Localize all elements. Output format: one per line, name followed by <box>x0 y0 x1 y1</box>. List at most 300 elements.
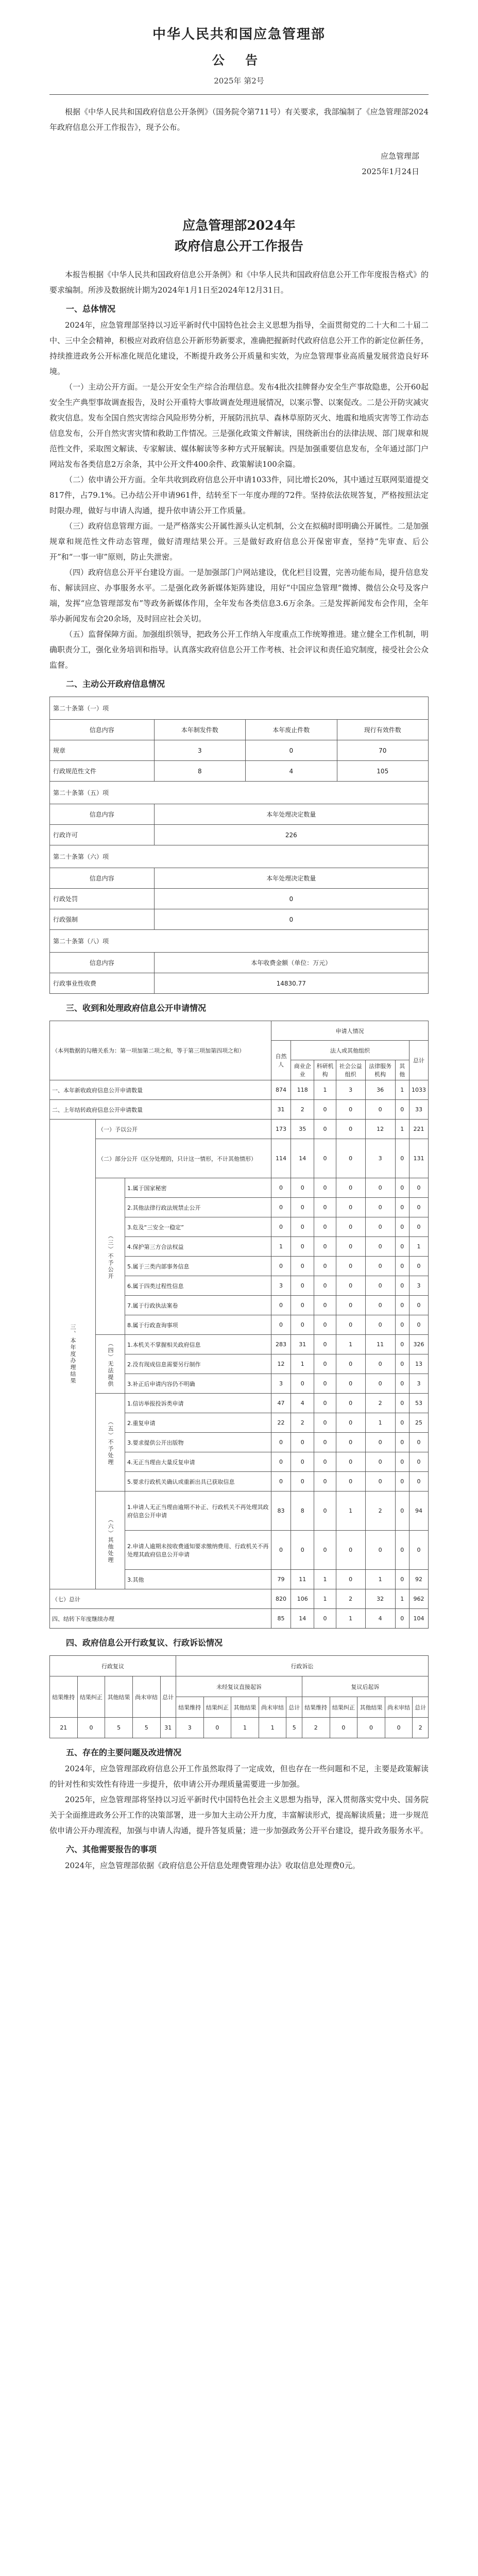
table-cell: 0 <box>395 1237 409 1257</box>
table-cell: 14830.77 <box>154 973 428 994</box>
section-heading: 六、其他需要报告的事项 <box>66 1844 157 1854</box>
table-cell: 114 <box>271 1139 291 1178</box>
table-cell: 0 <box>395 1354 409 1374</box>
table-row-label: （一）予以公开 <box>96 1120 271 1139</box>
table-cell: 0 <box>314 1315 336 1335</box>
table-cell: 0 <box>314 1296 336 1315</box>
table-row <box>50 909 429 930</box>
table-cell: 0 <box>336 1374 365 1394</box>
report-title-line2: 政府信息公开工作报告 <box>174 239 303 253</box>
table-cell: 行政事业性收费 <box>50 973 155 994</box>
table-cell: 14 <box>291 1139 314 1178</box>
table-header-cell: 信息内容 <box>50 868 155 889</box>
table-cell: 1 <box>395 1120 409 1139</box>
table-header-cell: 本年废止件数 <box>246 720 337 740</box>
table-cell: 0 <box>271 1315 291 1335</box>
table-cell: 0 <box>154 889 428 909</box>
table-cell: 1 <box>395 1589 409 1609</box>
table-cell: 0 <box>336 1217 365 1237</box>
table-cell: 0 <box>395 1178 409 1198</box>
table-cell: 0 <box>336 1354 365 1374</box>
table-cell: 0 <box>395 1472 409 1492</box>
table-cell: 0 <box>365 1472 395 1492</box>
table-header-cell: 未经复议直接起诉 <box>176 1676 302 1697</box>
table-cell: 0 <box>77 1718 105 1738</box>
table-cell: 0 <box>336 1139 365 1178</box>
table-row <box>50 1139 429 1178</box>
table-cell: 1 <box>395 1080 409 1100</box>
table-header-cell: 总计 <box>409 1041 428 1080</box>
table-row <box>50 740 429 761</box>
table-cell: 0 <box>336 1570 365 1589</box>
table-cell: 0 <box>336 1413 365 1433</box>
table-header-cell: 总计 <box>413 1697 429 1718</box>
table-cell: 53 <box>409 1394 428 1413</box>
table-cell: 105 <box>337 761 429 782</box>
table-row-label: 3.其他 <box>125 1570 271 1589</box>
table-cell: 0 <box>336 1452 365 1472</box>
table-cell: 1 <box>314 1570 336 1589</box>
table-cell: 4 <box>246 761 337 782</box>
table-cell: 0 <box>314 1472 336 1492</box>
table-cell: 85 <box>271 1609 291 1629</box>
table-cell: 131 <box>409 1139 428 1178</box>
table-cell: 0 <box>291 1217 314 1237</box>
table-cell: 1 <box>336 1609 365 1629</box>
table-row-label: 7.属于行政执法案卷 <box>125 1296 271 1315</box>
table-header-cell: 结果纠正 <box>203 1697 231 1718</box>
table-cell: 0 <box>395 1492 409 1531</box>
table-row-label: 一、本年新收政府信息公开申请数量 <box>50 1080 271 1100</box>
table-header-cell: 其他结果 <box>231 1697 259 1718</box>
notice-date: 2025年1月24日 <box>362 167 419 176</box>
table-cell: 1033 <box>409 1080 428 1100</box>
table-row <box>50 1335 429 1354</box>
table-header-cell: 信息内容 <box>50 953 155 973</box>
table-cell: 0 <box>336 1315 365 1335</box>
table-cell: 0 <box>395 1139 409 1178</box>
table-cell: 0 <box>314 1413 336 1433</box>
table-cell: 0 <box>365 1198 395 1217</box>
table-cell: 94 <box>409 1492 428 1531</box>
table-cell: 820 <box>271 1589 291 1609</box>
section-heading: 一、总体情况 <box>66 304 116 314</box>
table-header-cell: 本年处理决定数量 <box>154 868 428 889</box>
table-group-header: 行政诉讼 <box>176 1656 428 1676</box>
table-cell: 行政强制 <box>50 909 155 930</box>
table-cell: 0 <box>365 1452 395 1472</box>
section-heading: 三、收到和处理政府信息公开申请情况 <box>66 1003 207 1013</box>
table-section-header: 第二十条第（六）项 <box>50 845 429 868</box>
table-cell: 1 <box>365 1570 395 1589</box>
table-header-cell: 总计 <box>286 1697 302 1718</box>
table-cell: 0 <box>291 1374 314 1394</box>
table-cell: 2 <box>413 1718 429 1738</box>
table-cell: 962 <box>409 1589 428 1609</box>
notice-number: 2025年 第2号 <box>214 76 264 86</box>
table-row-label: 3.要求提供公开出版物 <box>125 1433 271 1452</box>
table-cell: 0 <box>314 1120 336 1139</box>
table-cell: 12 <box>365 1120 395 1139</box>
table-header-cell: 其他结果 <box>357 1697 385 1718</box>
table-cell: 0 <box>314 1198 336 1217</box>
table-header-cell: 本年收费金额（单位：万元） <box>154 953 428 973</box>
table-cell: 36 <box>365 1080 395 1100</box>
table-row-label: 4.保护第三方合法权益 <box>125 1237 271 1257</box>
table-cell: 283 <box>271 1335 291 1354</box>
table-cell: 33 <box>409 1100 428 1120</box>
table-cell: 0 <box>291 1531 314 1570</box>
table-header-cell: 信息内容 <box>50 804 155 825</box>
table-cell: 0 <box>395 1276 409 1296</box>
table-cell: 0 <box>336 1531 365 1570</box>
table-row-label: 2.没有现成信息需要另行制作 <box>125 1354 271 1374</box>
table-cell: 0 <box>365 1217 395 1237</box>
table-cell: 118 <box>291 1080 314 1100</box>
section-paragraph: 2024年，应急管理部坚持以习近平新时代中国特色社会主义思想为指导，全面贯彻党的二十大和二十届二中、三中全会精神，积极应对政府信息公开新形势新要求，准确把握新时代政府信息公开工作的新定位新任务，持续推进政务公开标准化规范化建设，不断提升政务公开质量和实效，为应急管理事业高质量发展营造良好环境。 <box>49 320 429 376</box>
table-cell: 1 <box>271 1237 291 1257</box>
table-cell: 1 <box>259 1718 286 1738</box>
table-cell: 0 <box>330 1718 357 1738</box>
table-row-label: 3.补正后申请内容仍不明确 <box>125 1374 271 1394</box>
notice-subtitle: 公 告 <box>212 53 266 67</box>
table-cell: 0 <box>395 1531 409 1570</box>
table-header-cell: 结果纠正 <box>330 1697 357 1718</box>
table-cell: 2 <box>291 1100 314 1120</box>
table-cell: 31 <box>160 1718 176 1738</box>
table-cell: 3 <box>154 740 245 761</box>
table-cell: 0 <box>395 1374 409 1394</box>
table-group-header: 行政复议 <box>50 1656 176 1676</box>
table-group-header: 申请人情况 <box>271 1021 428 1041</box>
table-cell: 0 <box>314 1335 336 1354</box>
table-cell: 106 <box>291 1589 314 1609</box>
table-cell: 0 <box>314 1354 336 1374</box>
table-cell: 0 <box>314 1139 336 1178</box>
table-section-header: 第二十条第（八）项 <box>50 930 429 953</box>
table-cell: 8 <box>291 1492 314 1531</box>
table-row-label: 4.无正当理由大量反复申请 <box>125 1452 271 1472</box>
table-cell: 0 <box>314 1433 336 1452</box>
table-cell: 1 <box>336 1492 365 1531</box>
table-cell: 2 <box>365 1394 395 1413</box>
table-cell: 0 <box>314 1257 336 1276</box>
table-cell: 25 <box>409 1413 428 1433</box>
table-cell: 0 <box>271 1472 291 1492</box>
table-cell: 0 <box>409 1217 428 1237</box>
table-cell: 3 <box>409 1374 428 1394</box>
table-cell: 0 <box>365 1257 395 1276</box>
table-cell: 0 <box>365 1178 395 1198</box>
table-cell: 0 <box>291 1198 314 1217</box>
table-row <box>50 1492 429 1531</box>
table-header-cell: 社会公益组织 <box>336 1060 365 1080</box>
table-row-label: 1.属于国家秘密 <box>125 1178 271 1198</box>
table-row <box>50 825 429 845</box>
table-side-label: 三、本年度办理结果 <box>50 1120 96 1589</box>
table-cell: 0 <box>395 1296 409 1315</box>
table-header-cell: 法律服务机构 <box>365 1060 395 1080</box>
table-row <box>50 973 429 994</box>
table-cell: 0 <box>271 1198 291 1217</box>
table-cell: 104 <box>409 1609 428 1629</box>
table-cell: 0 <box>395 1452 409 1472</box>
table-cell: 70 <box>337 740 429 761</box>
table-cell: 874 <box>271 1080 291 1100</box>
table-row-label: 1.申请人无正当理由逾期不补正、行政机关不再处理其政府信息公开申请 <box>125 1492 271 1531</box>
divider <box>49 94 429 95</box>
table-cell: 0 <box>271 1178 291 1198</box>
table-cell: 0 <box>336 1433 365 1452</box>
table-header-cell: 自然人 <box>271 1041 291 1080</box>
table-row <box>50 1718 429 1738</box>
table-section-header: 第二十条第（五）项 <box>50 782 429 804</box>
table-header-cell: 尚未审结 <box>259 1697 286 1718</box>
table-cell: 0 <box>271 1296 291 1315</box>
table-cell: 4 <box>291 1394 314 1413</box>
table-cell: 0 <box>291 1178 314 1198</box>
table-header-cell: 法人或其他组织 <box>291 1041 409 1060</box>
table-cell: 0 <box>409 1178 428 1198</box>
table-row-label: 5.要求行政机关确认或重新出具已获取信息 <box>125 1472 271 1492</box>
table-cell: 0 <box>246 740 337 761</box>
table-header-cell: 总计 <box>160 1676 176 1718</box>
table-side-label: （四）无法提供 <box>96 1335 125 1394</box>
table-cell: 0 <box>409 1472 428 1492</box>
table-cell: 0 <box>291 1257 314 1276</box>
table-header-cell: 结果纠正 <box>77 1676 105 1718</box>
table-cell: 0 <box>365 1433 395 1452</box>
table-section-header: 第二十条第（一）项 <box>50 697 429 720</box>
notice-body: 根据《中华人民共和国政府信息公开条例》（国务院令第711号）有关要求，我部编制了《应急管理部2024年政府信息公开工作报告》，现予公布。 <box>49 107 429 132</box>
table-cell: 0 <box>395 1609 409 1629</box>
table-cell: 0 <box>409 1257 428 1276</box>
active-disclosure-table <box>49 697 429 994</box>
table-row-label: 1.信访举报投诉类申请 <box>125 1394 271 1413</box>
table-row-label: 3.危及“三安全一稳定” <box>125 1217 271 1237</box>
application-table <box>49 1021 429 1629</box>
table-cell: 0 <box>336 1394 365 1413</box>
table-cell: 规章 <box>50 740 155 761</box>
table-cell: 0 <box>336 1178 365 1198</box>
table-cell: 173 <box>271 1120 291 1139</box>
table-side-label: （五）不予处理 <box>96 1394 125 1492</box>
table-cell: 0 <box>336 1100 365 1120</box>
table-side-label: （三）不予公开 <box>96 1178 125 1335</box>
table-cell: 3 <box>176 1718 203 1738</box>
section-paragraph: （二）依申请公开方面。全年共收到政府信息公开申请1033件，同比增长20%，其中通过互联网渠道提交817件，占79.1%。已办结公开申请961件，结转至下一年度办理的72件。坚持依法依规答复，严格按照法定时限办理，做好与申请人沟通，提升依申请公开工作质量。 <box>49 475 429 515</box>
table-row-label: 二、上年结转政府信息公开申请数量 <box>50 1100 271 1120</box>
section-paragraph: 2025年，应急管理部将坚持以习近平新时代中国特色社会主义思想为指导，深入贯彻落实党中央、国务院关于全面推进政务公开工作的决策部署，进一步加大主动公开力度，丰富解读形式，提高解读质量；进一步规范依申请公开办理流程，加强与申请人沟通，提升答复质量；进一步加强政务公开平台建设，提升政务服务水平。 <box>49 1795 429 1835</box>
table-cell: 32 <box>365 1589 395 1609</box>
table-cell: 0 <box>314 1394 336 1413</box>
table-row-label: 6.属于四类过程性信息 <box>125 1276 271 1296</box>
table-cell: 0 <box>314 1492 336 1531</box>
table-cell: 0 <box>395 1570 409 1589</box>
table-cell: 0 <box>314 1100 336 1120</box>
table-cell: 0 <box>314 1217 336 1237</box>
table-cell: 83 <box>271 1492 291 1531</box>
table-cell: 0 <box>154 909 428 930</box>
table-cell: 22 <box>271 1413 291 1433</box>
table-cell: 0 <box>395 1100 409 1120</box>
table-cell: 0 <box>365 1531 395 1570</box>
section-paragraph: 2024年，应急管理部依据《政府信息公开信息处理费管理办法》收取信息处理费0元。 <box>65 1861 360 1870</box>
table-cell: 0 <box>395 1257 409 1276</box>
table-cell: 2 <box>291 1413 314 1433</box>
table-row <box>50 1100 429 1120</box>
table-cell: 0 <box>336 1296 365 1315</box>
table-cell: 3 <box>336 1080 365 1100</box>
table-row <box>50 1178 429 1198</box>
table-cell: 35 <box>291 1120 314 1139</box>
table-cell: 0 <box>336 1198 365 1217</box>
table-cell: 0 <box>365 1276 395 1296</box>
table-cell: 行政处罚 <box>50 889 155 909</box>
table-cell: 0 <box>365 1374 395 1394</box>
section-heading: 五、存在的主要问题及改进情况 <box>66 1748 182 1757</box>
table-cell: 0 <box>395 1217 409 1237</box>
table-cell: 0 <box>314 1237 336 1257</box>
table-header-cell: 科研机构 <box>314 1060 336 1080</box>
table-cell: 行政规范性文件 <box>50 761 155 782</box>
table-cell: 0 <box>409 1531 428 1570</box>
table-cell: 3 <box>365 1139 395 1178</box>
table-cell: 4 <box>365 1609 395 1629</box>
table-cell: 0 <box>336 1237 365 1257</box>
table-cell: 31 <box>291 1335 314 1354</box>
table-cell: 0 <box>271 1433 291 1452</box>
table-cell: 1 <box>314 1080 336 1100</box>
table-cell: 0 <box>365 1296 395 1315</box>
table-cell: 92 <box>409 1570 428 1589</box>
table-cell: 0 <box>314 1178 336 1198</box>
notice-signature <box>49 148 429 179</box>
table-cell: 1 <box>336 1335 365 1354</box>
section-paragraph: （一）主动公开方面。一是公开安全生产综合治理信息。发布4批次挂牌督办安全生产事故隐患，公开60起安全生产典型事故调查报告，及时公开重特大事故调查处理进展情况，以案示警、以案促改。二是公开防灾减灾救灾信息。发布全国自然灾害综合风险形势分析，开展防汛抗旱、森林草原防灭火、地震和地质灾害等工作动态信息发布，公开自然灾害灾情和救助工作情况。三是强化政策文件解读，围绕新出台的法律法规、部门规章和规范性文件，采取图文解读、专家解读、媒体解读等多种方式开展解读。四是加强重要信息发布，全年通过部门户网站发布各类信息2万余条，其中公开文件400余件、政策解读100余篇。 <box>49 382 429 469</box>
table-cell: 0 <box>395 1315 409 1335</box>
table-cell: 0 <box>314 1374 336 1394</box>
table-cell: 0 <box>409 1198 428 1217</box>
table-header-cell: 尚未审结 <box>385 1697 413 1718</box>
notice-title: 中华人民共和国应急管理部 <box>152 27 326 42</box>
table-row-label: （二）部分公开（区分处理的，只计这一情形，不计其他情形） <box>96 1139 271 1178</box>
table-cell: 1 <box>231 1718 259 1738</box>
report-title <box>49 215 429 257</box>
table-cell: 13 <box>409 1354 428 1374</box>
table-row <box>50 1589 429 1609</box>
table-cell: 0 <box>314 1609 336 1629</box>
table-cell: 行政许可 <box>50 825 155 845</box>
table-cell: 0 <box>336 1257 365 1276</box>
table-row-label: 四、结转下年度继续办理 <box>50 1609 271 1629</box>
table-header-cell: 商业企业 <box>291 1060 314 1080</box>
table-cell: 31 <box>271 1100 291 1120</box>
table-header-cell: 结果维持 <box>302 1697 330 1718</box>
table-cell: 0 <box>409 1296 428 1315</box>
table-cell: 221 <box>409 1120 428 1139</box>
table-cell: 0 <box>357 1718 385 1738</box>
section-paragraph: 2024年，应急管理部政府信息公开工作虽然取得了一定成效，但也存在一些问题和不足，主要是政策解读的针对性和实效性有待进一步提升，依申请公开办理质量需要进一步加强。 <box>49 1764 429 1789</box>
review-litigation-table <box>49 1655 429 1738</box>
table-header-cell: 现行有效件数 <box>337 720 429 740</box>
table-cell: 0 <box>291 1472 314 1492</box>
section-paragraph: （五）监督保障方面。加强组织领导，把政务公开工作纳入年度重点工作统筹推进。建立健全工作机制，明确职责分工，强化业务培训和指导。认真落实政府信息公开工作考核、社会评议和责任追究制度，接受社会公众监督。 <box>49 630 429 670</box>
table-cell: 0 <box>395 1433 409 1452</box>
table-cell: 0 <box>336 1472 365 1492</box>
table-cell: 0 <box>409 1433 428 1452</box>
table-cell: 0 <box>395 1413 409 1433</box>
section-paragraph: （四）政府信息公开平台建设方面。一是加强部门户网站建设，优化栏目设置，完善功能布局，提升信息发布、解读回应、办事服务水平。二是强化政务新媒体矩阵建设，用好“中国应急管理”微博、微信公众号及客户端，发挥“应急管理部发布”等政务新媒体作用，全年发布各类信息3.6万余条。三是发挥新闻发布会作用，全年举办新闻发布会20余场，及时回应社会关切。 <box>49 568 429 623</box>
table-cell: 0 <box>409 1452 428 1472</box>
table-cell: 0 <box>291 1433 314 1452</box>
table-cell: 12 <box>271 1354 291 1374</box>
table-cell: 0 <box>365 1315 395 1335</box>
table-cell: 0 <box>271 1452 291 1472</box>
table-header-cell: 信息内容 <box>50 720 155 740</box>
table-row-label: 2.其他法律行政法规禁止公开 <box>125 1198 271 1217</box>
table-side-label: （六）其他处理 <box>96 1492 125 1589</box>
table-header-cell: 本年处理决定数量 <box>154 804 428 825</box>
table-cell: 0 <box>314 1452 336 1472</box>
section-heading: 四、政府信息公开行政复议、行政诉讼情况 <box>66 1638 223 1648</box>
section-paragraph: （三）政府信息管理方面。一是严格落实公开属性源头认定机制，公文在拟稿时即明确公开属性。二是加强规章和规范性文件动态管理，做好清理结果公开。三是做好政府信息公开保密审查，坚持“先审查、后公开”和“一事一审”原则，防止失泄密。 <box>49 521 429 562</box>
table-header-cell: 其他结果 <box>105 1676 133 1718</box>
table-header-cell: 结果维持 <box>176 1697 203 1718</box>
table-row-label: 2.申请人逾期未按收费通知要求缴纳费用、行政机关不再处理其政府信息公开申请 <box>125 1531 271 1570</box>
table-cell: 5 <box>286 1718 302 1738</box>
table-cell: 226 <box>154 825 428 845</box>
table-cell: 11 <box>365 1335 395 1354</box>
table-header-cell: 其他 <box>395 1060 409 1080</box>
table-cell: 0 <box>395 1198 409 1217</box>
table-cell: 0 <box>409 1315 428 1335</box>
table-row <box>50 889 429 909</box>
table-cell: 0 <box>291 1452 314 1472</box>
table-header-cell: 复议后起诉 <box>302 1676 428 1697</box>
table-row-label: 1.本机关不掌握相关政府信息 <box>125 1335 271 1354</box>
table-cell: 0 <box>291 1315 314 1335</box>
table-cell: 3 <box>409 1276 428 1296</box>
table-cell: 0 <box>365 1354 395 1374</box>
table-cell: 0 <box>291 1276 314 1296</box>
table-row-label: 2.重复申请 <box>125 1413 271 1433</box>
table-cell: 8 <box>154 761 245 782</box>
table-cell: 0 <box>336 1276 365 1296</box>
table-row-label: 8.属于行政查询事项 <box>125 1315 271 1335</box>
report-intro: 本报告根据《中华人民共和国政府信息公开条例》和《中华人民共和国政府信息公开工作年度报告格式》的要求编制。所涉及数据统计期为2024年1月1日至2024年12月31日。 <box>49 270 429 295</box>
notice-signer: 应急管理部 <box>380 151 419 161</box>
table-cell: 5 <box>105 1718 133 1738</box>
table-cell: 326 <box>409 1335 428 1354</box>
table-cell: 14 <box>291 1609 314 1629</box>
table-row <box>50 1394 429 1413</box>
table-cell: 2 <box>302 1718 330 1738</box>
table-cell: 1 <box>314 1589 336 1609</box>
table-header-cell: 结果维持 <box>50 1676 78 1718</box>
table-header-cell: 本年制发件数 <box>154 720 245 740</box>
table-row <box>50 761 429 782</box>
table-cell: 0 <box>395 1335 409 1354</box>
table-cell: 0 <box>271 1531 291 1570</box>
table-cell: 11 <box>291 1570 314 1589</box>
table-cell: 3 <box>271 1374 291 1394</box>
table-cell: 79 <box>271 1570 291 1589</box>
table-cell: 2 <box>365 1492 395 1531</box>
table-cell: 0 <box>385 1718 413 1738</box>
table-row-label: 5.属于三类内部事务信息 <box>125 1257 271 1276</box>
table-cell: 0 <box>395 1394 409 1413</box>
